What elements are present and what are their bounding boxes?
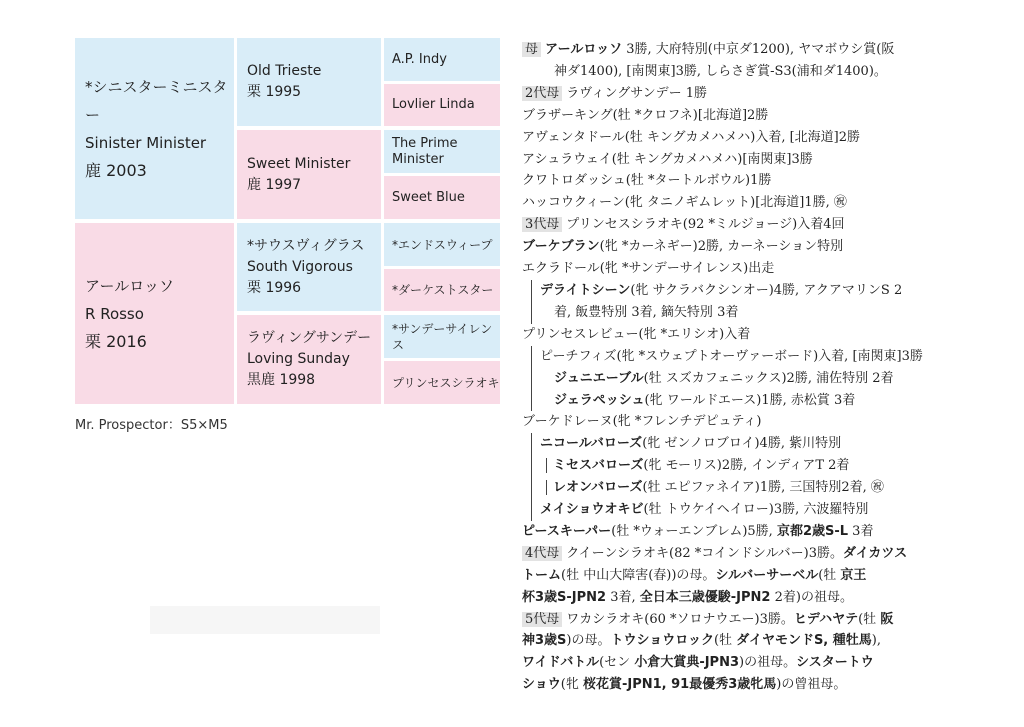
family-text-span: (牡 中山大障害(春))の母。 — [561, 567, 716, 583]
horse-name: シスタートウ — [796, 655, 874, 671]
horse-name: シルバーサーベル — [715, 567, 819, 583]
nested-entry — [546, 480, 884, 495]
dam-dam-name-en: Loving Sunday — [247, 351, 350, 367]
gen3-sss-name: A.P. Indy — [392, 51, 447, 67]
family-text-span: )の母。 — [566, 633, 611, 649]
horse-name: トーム — [522, 567, 562, 583]
family-line — [531, 477, 962, 499]
gen3-dds — [384, 315, 500, 358]
gen-label: 3代母 — [522, 217, 562, 232]
sire-name-ja: *シニスターミニスター — [85, 77, 228, 124]
family-text-span: (セン — [599, 655, 635, 671]
gen3-dds-name: *サンデーサイレンス — [392, 321, 493, 352]
horse-name: ミセスバローズ — [553, 458, 644, 474]
family-line — [522, 630, 962, 652]
gen3-dss — [384, 223, 500, 266]
faint-blank-area — [150, 606, 380, 634]
family-line — [522, 674, 962, 696]
gen3-sds-name: The Prime Minister — [392, 135, 458, 167]
family-line: ブラザーキング(牡 *クロフネ)[北海道]2勝 — [522, 107, 769, 123]
family-text — [522, 39, 962, 696]
family-line — [522, 521, 962, 543]
race-name: 全日本三歳優駿-JPN2 — [639, 589, 771, 605]
sire-cell — [75, 38, 234, 219]
family-text-span: ラヴィングサンデー 1勝 — [566, 85, 707, 101]
family-line — [531, 280, 962, 302]
gen3-sdd-name: Sweet Blue — [392, 189, 465, 205]
gen3-dsd-name: *ダーケストスター — [392, 283, 494, 297]
nested-entry — [546, 458, 849, 473]
family-line — [522, 543, 962, 565]
horse-name: レオンバローズ — [553, 480, 643, 496]
family-text-span: ワカシラオキ(60 *ソロナウエー)3勝。 — [566, 611, 794, 627]
horse-name: ピースキーパー — [522, 523, 612, 539]
family-line: 神ダ1400), [南関東]3勝, しらさぎ賞-S3(浦和ダ1400)。 — [554, 63, 887, 79]
family-text-span: (牡 トウケイヘイロー)3勝, 六波羅特別 — [643, 502, 869, 518]
gen-label: 2代母 — [522, 86, 562, 101]
family-line — [522, 214, 962, 236]
horse-name: ニコールバローズ — [540, 436, 643, 452]
dam-dam-cell — [237, 315, 381, 404]
family-line — [522, 39, 962, 61]
gen3-ddd — [384, 361, 500, 404]
sire-dam-cell — [237, 130, 381, 219]
gen-label: 5代母 — [522, 612, 562, 627]
family-text-span: プリンセスシラオキ(92 *ミルジョージ)入着4回 — [566, 217, 845, 233]
race-name: 阪 — [880, 611, 894, 627]
family-text-span: 3着, — [606, 589, 640, 605]
gen3-dsd — [384, 269, 500, 311]
gen3-sdd — [384, 176, 500, 219]
sire-sire-name: Old Trieste — [247, 63, 322, 79]
horse-name: デライトシーン — [540, 282, 631, 298]
pedigree-table — [75, 38, 500, 404]
horse-name: トウショウロック — [610, 633, 714, 649]
gen3-sds — [384, 130, 500, 173]
dam-dam-info: 黒鹿 1998 — [247, 372, 316, 388]
race-name: 神3歳S — [522, 633, 567, 649]
family-line — [522, 236, 962, 258]
dam-cell — [75, 223, 234, 404]
family-text-span: (牝 ゼンノロブロイ)4勝, 紫川特別 — [642, 436, 842, 452]
horse-name: ジュニエーブル — [554, 370, 644, 386]
sire-dam-info: 鹿 1997 — [247, 176, 302, 193]
family-text-span: (牡 スズカフェニックス)2勝, 浦佐特別 2着 — [643, 370, 894, 386]
dam-sire-cell — [237, 223, 381, 311]
horse-name: メイショウオキビ — [540, 502, 644, 518]
family-line — [531, 302, 962, 324]
family-text-span: 着, 飯豊特別 3着, 鏑矢特別 3着 — [554, 304, 739, 320]
horse-name: ヒデハヤテ — [793, 611, 859, 627]
family-text-span: (牝 *カーネギー)2勝, カーネーション特別 — [599, 239, 844, 255]
sire-dam-name: Sweet Minister — [247, 155, 351, 172]
horse-name: ショウ — [522, 677, 561, 693]
dam-dam-name-ja: ラヴィングサンデー — [247, 330, 372, 346]
sire-info: 鹿 2003 — [85, 160, 147, 180]
family-line — [522, 83, 962, 105]
race-name: 桜花賞-JPN1, 91最優秀3歳牝馬 — [582, 677, 777, 693]
family-line: クワトロダッシュ(牡 *タートルボウル)1勝 — [522, 173, 772, 189]
dam-name-en: R Rosso — [85, 304, 144, 323]
race-name: 京都2歳S-L — [776, 523, 849, 539]
dam-info: 栗 2016 — [85, 331, 147, 351]
horse-name: ダイカツス — [843, 545, 908, 561]
dam-name: アールロッソ — [545, 42, 623, 57]
family-line: エクラドール(牝 *サンデーサイレンス)出走 — [522, 261, 775, 277]
family-text-span: 3勝, 大府特別(中京ダ1200), ヤマボウシ賞(阪 — [622, 42, 895, 57]
dam-name-ja: アールロッソ — [85, 276, 174, 295]
sire-name-en: Sinister Minister — [85, 133, 207, 152]
family-text-span: 3着 — [848, 523, 874, 539]
family-line — [531, 455, 962, 477]
gen-label: 母 — [522, 42, 541, 57]
family-line — [522, 587, 962, 609]
family-text-span: 2着)の祖母。 — [770, 589, 853, 605]
sire-sire-info: 栗 1995 — [247, 84, 302, 100]
dam-sire-info: 栗 1996 — [247, 279, 302, 296]
horse-name: ワイドバトル — [522, 655, 600, 671]
family-text-span: (牝 サクラバクシンオー)4勝, アクアマリンS 2 — [630, 282, 903, 298]
family-text-span: (牡 *ウォーエンブレム)5勝, — [611, 523, 777, 539]
family-line — [531, 368, 962, 390]
dam-sire-name-en: South Vigorous — [247, 258, 353, 275]
family-line: ハッコウクィーン(牝 タニノギムレット)[北海道]1勝, ㊗ — [522, 195, 847, 211]
race-name: 京王 — [840, 567, 867, 583]
family-text-span: (牝 — [560, 677, 583, 693]
gen3-ssd-name: Lovlier Linda — [392, 97, 475, 112]
gen3-ssd — [384, 84, 500, 126]
family-line: ブーケドレーヌ(牝 *フレンチデピュティ) — [522, 414, 762, 430]
family-text-span: (牝 ワールドエース)1勝, 赤松賞 3着 — [644, 392, 856, 408]
gen3-ddd-name: プリンセスシラオキ — [392, 375, 500, 390]
sire-sire-cell — [237, 38, 381, 126]
horse-name: ブーケブラン — [522, 239, 600, 255]
horse-name: ジェラペッシュ — [554, 392, 645, 408]
gen3-sss — [384, 38, 500, 81]
race-name: ダイヤモンドS, 種牡馬 — [736, 633, 872, 649]
family-line: アヴェンタドール(牡 キングカメハメハ)入着, [北海道]2勝 — [522, 129, 861, 145]
family-line — [522, 565, 962, 587]
family-line — [531, 433, 962, 455]
family-text-span: ), — [871, 633, 881, 649]
dam-sire-name-ja: *サウスヴィグラス — [247, 237, 365, 254]
family-line — [522, 652, 962, 674]
family-line — [522, 609, 962, 631]
family-text-span: クイーンシラオキ(82 *コインドシルバー)3勝。 — [566, 545, 844, 561]
family-text-span: (牡 — [858, 611, 881, 627]
family-text-span: (牝 モーリス)2勝, インディアT 2着 — [643, 458, 850, 474]
family-text-span: )の祖母。 — [739, 655, 797, 671]
gen-label: 4代母 — [522, 546, 562, 561]
family-line: アシュラウェイ(牡 キングカメハメハ)[南関東]3勝 — [522, 151, 813, 167]
family-text-span: (牡 エピファネイア)1勝, 三国特別2着, ㊗ — [642, 480, 884, 496]
race-name: 杯3歳S-JPN2 — [522, 589, 607, 605]
family-line — [531, 390, 962, 412]
family-text-span: (牡 — [713, 633, 737, 649]
family-text-span: )の曾祖母。 — [776, 677, 847, 693]
family-text-span: (牡 — [818, 567, 841, 583]
family-line — [531, 499, 962, 521]
race-name: 小倉大賞典-JPN3 — [634, 655, 739, 671]
family-line: プリンセスレビュー(牝 *エリシオ)入着 — [522, 326, 751, 342]
family-line: ピーチフィズ(牝 *スウェプトオーヴァーボード)入着, [南関東]3勝 — [531, 346, 962, 368]
inbreeding-note: Mr. Prospector：S5×M5 — [75, 418, 228, 433]
gen3-dss-name: *エンドスウィープ — [392, 237, 493, 252]
